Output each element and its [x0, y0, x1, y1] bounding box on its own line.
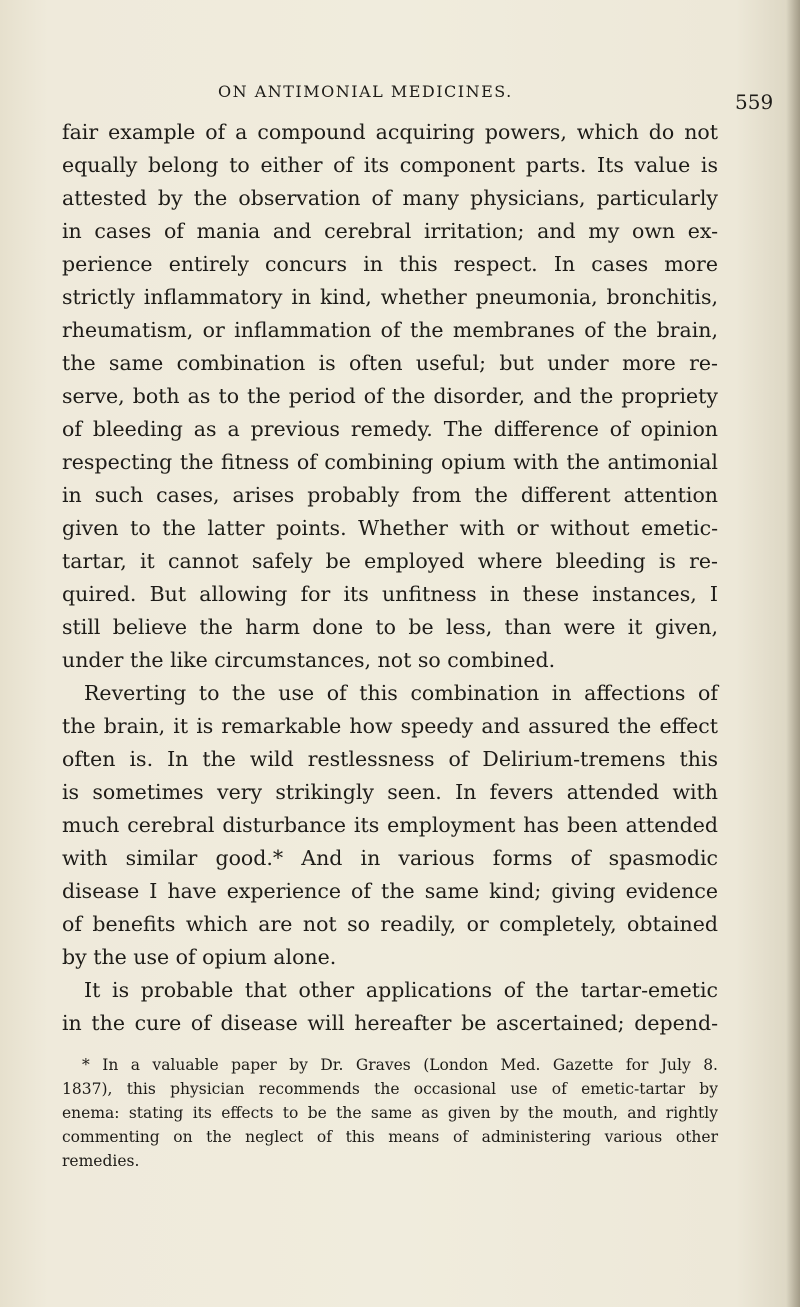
body-line: tartar, it cannot safely be employed where bleeding is re- [62, 549, 718, 573]
body-line: of benefits which are not so readily, or completely, obtained [62, 912, 718, 936]
body-line: in such cases, arises probably from the different attention [62, 483, 718, 507]
body-line: the brain, it is remarkable how speedy and assured the effect [62, 714, 718, 738]
footnote-line: commenting on the neglect of this means of administering various other [62, 1128, 718, 1146]
body-line: serve, both as to the period of the disorder, and the propriety [62, 384, 718, 408]
body-line: attested by the observation of many physicians, particularly [62, 186, 718, 210]
body-line: quired. But allowing for its unfitness in these instances, I [62, 582, 718, 606]
body-line: often is. In the wild restlessness of Delirium-tremens this [62, 747, 718, 771]
body-line: respecting the fitness of combining opium with the antimonial [62, 450, 718, 474]
body-line: much cerebral disturbance its employment has been attended [62, 813, 718, 837]
body-line: It is probable that other applications of the tartar-emetic [84, 978, 718, 1002]
body-line: still believe the harm done to be less, than were it given, [62, 615, 718, 639]
body-line: rheumatism, or inflammation of the membranes of the brain, [62, 318, 718, 342]
body-line: by the use of opium alone. [62, 945, 337, 969]
page-edge-shadow [786, 0, 800, 1307]
body-line: is sometimes very strikingly seen. In fevers attended with [62, 780, 718, 804]
page-number: 559 [735, 90, 774, 114]
body-line: fair example of a compound acquiring powers, which do not [62, 120, 718, 144]
footnote-line: * In a valuable paper by Dr. Graves (London Med. Gazette for July 8. [82, 1056, 718, 1074]
body-line: under the like circumstances, not so combined. [62, 648, 556, 672]
body-line: disease I have experience of the same kind; giving evidence [62, 879, 718, 903]
body-line: given to the latter points. Whether with or without emetic- [62, 516, 718, 540]
body-line: in the cure of disease will hereafter be ascertained; depend- [62, 1011, 718, 1035]
footnote-line: 1837), this physician recommends the occasional use of emetic-tartar by [62, 1080, 718, 1098]
body-line: Reverting to the use of this combination in affections of [84, 681, 718, 705]
body-line: with similar good.* And in various forms of spasmodic [62, 846, 718, 870]
body-line: strictly inflammatory in kind, whether pneumonia, bronchitis, [62, 285, 718, 309]
running-head: ON ANTIMONIAL MEDICINES. [218, 82, 513, 101]
body-line: the same combination is often useful; but under more re- [62, 351, 718, 375]
body-line: perience entirely concurs in this respect. In cases more [62, 252, 718, 276]
body-line: equally belong to either of its component parts. Its value is [62, 153, 718, 177]
footnote-line: remedies. [62, 1152, 140, 1170]
body-line: of bleeding as a previous remedy. The difference of opinion [62, 417, 718, 441]
footnote-line: enema: stating its effects to be the same as given by the mouth, and rightly [62, 1104, 718, 1122]
body-line: in cases of mania and cerebral irritation; and my own ex- [62, 219, 718, 243]
